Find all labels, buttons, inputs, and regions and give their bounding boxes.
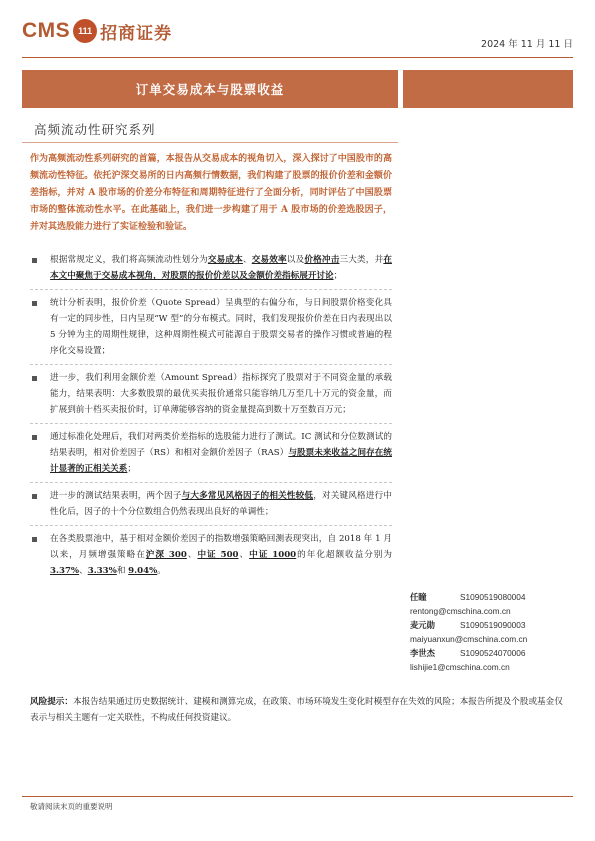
analyst-list: [410, 590, 580, 674]
key-point-4: [30, 429, 392, 477]
highlight-span: 交易效率: [251, 255, 287, 265]
highlight-span: 价格冲击: [304, 255, 340, 265]
key-point-5: [30, 488, 392, 520]
text-span: 以及: [286, 255, 305, 265]
bullet-square-icon: [32, 258, 37, 263]
bullet-divider: [30, 482, 392, 483]
highlight-span: 3.33%: [87, 566, 117, 576]
header-divider: [22, 57, 573, 58]
footer-note: 敬请阅读末页的重要说明: [30, 802, 113, 811]
highlight-span: 中证 500: [197, 550, 239, 560]
logo-cms-text: CMS: [22, 19, 71, 42]
text-span: 、: [79, 566, 88, 576]
analyst-name: 任瞳: [410, 592, 427, 602]
bullet-square-icon: [32, 537, 37, 542]
text-span: 。: [157, 566, 166, 576]
bullet-square-icon: [32, 376, 37, 381]
bullet-divider: [30, 289, 392, 290]
risk-warning: [30, 694, 570, 726]
text-span: 统计分析表明，报价价差（Quote Spread）呈典型的右偏分布，与日间股票价格变化具有一定的同步性，日内呈现“W 型”的分布模式。同时，我们发现报价价差在日内表现出以 5 分钟为主的周期性规律，这种周期性模式可能源自于股票交易者的操作习惯或普遍的程序化交易设置；: [50, 298, 392, 356]
text-span: 进一步，我们利用金额价差（Amount Spread）指标探究了股票对于不同资金量的承载能力，结果表明：大多数股票的最优买卖报价通常只能容纳几万至几十万元的资金量，而扩展到前十档买卖报价时，订单薄能够容纳的资金量提高到数十万至数百万元；: [50, 373, 392, 415]
highlight-span: 在本文中聚焦于交易成本视角，对股票的报价价差以及金额价差指标展开讨论: [50, 255, 392, 281]
text-span: 的年化超额收益分别为: [296, 550, 392, 560]
highlight-span: 3.37%: [50, 566, 80, 576]
analyst-id: S1090524070006: [460, 648, 526, 658]
logo-badge-icon: 111: [73, 19, 97, 43]
footer-divider: [22, 796, 573, 797]
text-span: 、: [242, 255, 252, 265]
text-span: ；: [127, 464, 136, 474]
logo: [22, 16, 172, 46]
text-span: 、: [238, 550, 250, 560]
text-span: ，对关键风格进行中性化后，因子的十个分位数组合仍然表现出良好的单调性；: [50, 491, 392, 517]
analyst-email[interactable]: maiyuanxun@cmschina.com.cn: [410, 634, 528, 644]
key-point-6: [30, 531, 392, 579]
analyst-name: 麦元勋: [410, 620, 435, 630]
highlight-span: 与股票未来收益之间存在统计显著的正相关关系: [50, 448, 392, 474]
highlight-span: 沪深 300: [145, 550, 187, 560]
key-points-list: [30, 252, 392, 579]
text-span: 根据常规定义，我们将高频流动性划分为: [50, 255, 208, 265]
report-title: 订单交易成本与股票收益: [135, 82, 285, 97]
risk-label: 风险提示：: [30, 697, 73, 707]
report-date: 2024 年 11 月 11 日: [481, 39, 573, 50]
bullet-divider: [30, 364, 392, 365]
text-span: ；: [333, 271, 343, 281]
text-span: 、: [186, 550, 198, 560]
key-point-1: [30, 252, 392, 284]
analyst-entry: [410, 646, 580, 674]
highlight-span: 9.04%: [128, 566, 158, 576]
highlight-span: 中证 1000: [249, 550, 297, 560]
risk-text: 本报告结果通过历史数据统计、建模和测算完成，在政策、市场环境发生变化时模型存在失效的风险；本报告所提及个股或基金仅表示与相关主题有一定关联性，不构成任何投资建议。: [30, 697, 563, 723]
bullet-square-icon: [32, 494, 37, 499]
analyst-email[interactable]: lishijie1@cmschina.com.cn: [410, 662, 510, 672]
highlight-span: 与大多常见风格因子的相关性较低: [181, 491, 314, 501]
analyst-id: S1090519080004: [460, 592, 526, 602]
analyst-email[interactable]: rentong@cmschina.com.cn: [410, 606, 511, 616]
bullet-divider: [30, 423, 392, 424]
text-span: 和: [116, 566, 129, 576]
subtitle-divider: [22, 142, 398, 143]
side-header-bar: [403, 70, 573, 108]
key-point-2: [30, 295, 392, 359]
report-subtitle: 高频流动性研究系列: [34, 122, 156, 137]
logo-cn-text: 招商证券: [100, 23, 173, 44]
analyst-name: 李世杰: [410, 648, 435, 658]
text-span: 通过标准化处理后，我们对两类价差指标的选股能力进行了测试。IC 测试和分位数测试的结果表明，相对价差因子（RS）和相对金额价差因子（RAS）: [50, 432, 392, 458]
highlight-span: 交易成本: [207, 255, 243, 265]
bullet-square-icon: [32, 301, 37, 306]
key-point-3: [30, 370, 392, 418]
summary-paragraph: 作为高频流动性系列研究的首篇，本报告从交易成本的视角切入，深入探讨了中国股市的高频流动性特征。依托沪深交易所的日内高频行情数据，我们构建了股票的报价价差和金额价差指标，并对 A 股市场的价差分布特征和周期特征进行了全面分析，同时评估了中国股票市场的整体流动性水平。在此基础上，我们进一步构建了用于 A 股市场的价差选股因子，并对其选股能力进行了实证检验和验证。: [30, 154, 392, 232]
bullet-square-icon: [32, 435, 37, 440]
analyst-entry: [410, 590, 580, 618]
bullet-divider: [30, 525, 392, 526]
analyst-id: S1090519090003: [460, 620, 526, 630]
text-span: 进一步的测试结果表明，两个因子: [50, 491, 182, 501]
analyst-entry: [410, 618, 580, 646]
title-bar: [22, 70, 398, 108]
text-span: 三大类，并: [339, 255, 384, 265]
text-span: 在各类股票池中，基于相对金额价差因子的指数增强策略回测表现突出，自 2018 年 1 月以来，月频增强策略在: [50, 534, 392, 560]
